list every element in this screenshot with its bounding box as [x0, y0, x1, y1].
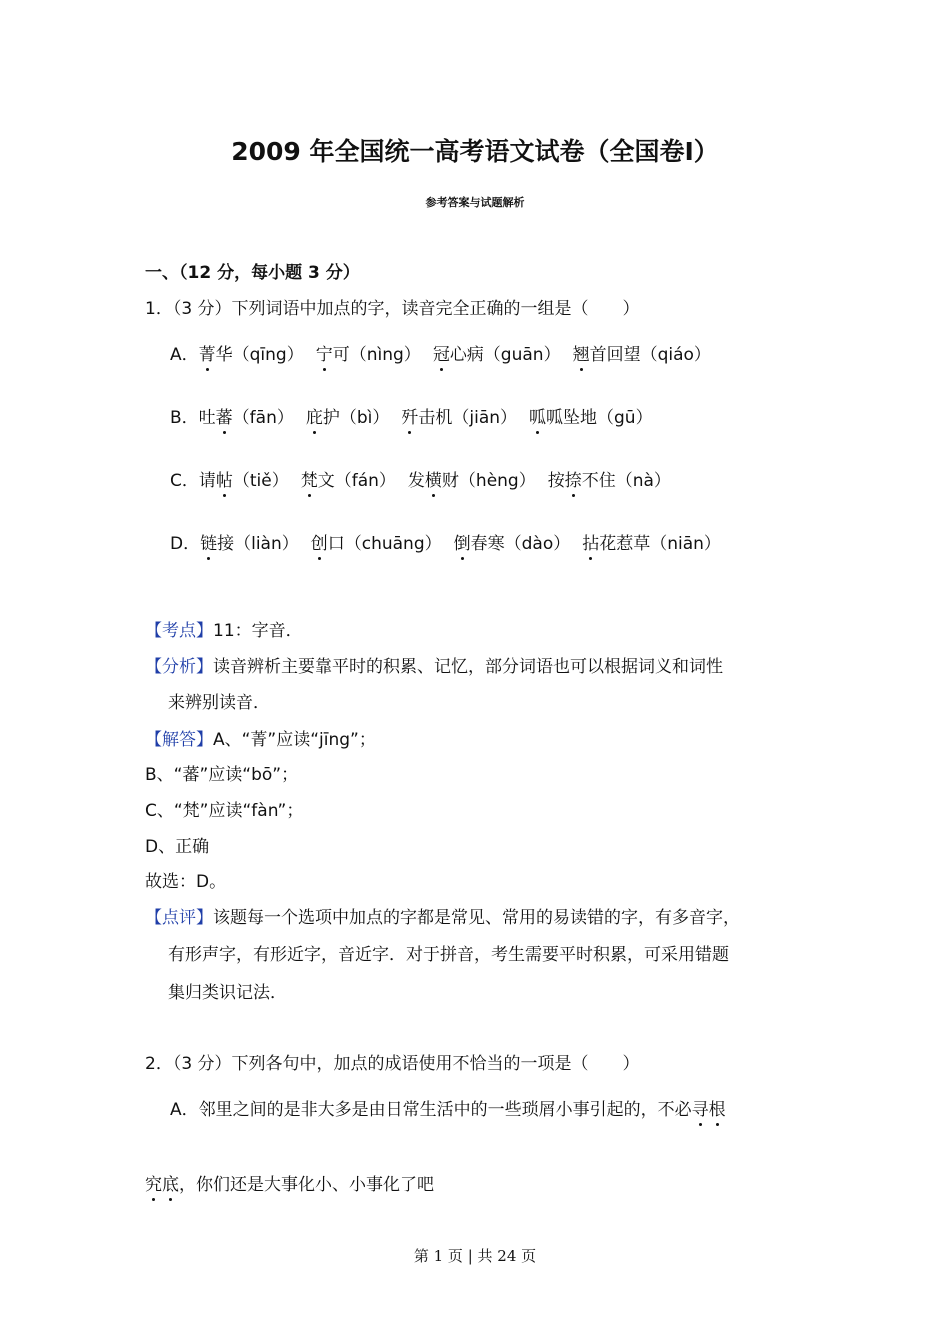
dotted-character: 菁	[199, 340, 216, 365]
question-1-option-row	[170, 403, 665, 428]
kaodian-tag: 【考点】	[145, 621, 213, 641]
option-word: 翘首回望（qiáo）	[573, 340, 711, 365]
section-heading: 一、（12 分，每小题 3 分）	[145, 263, 360, 283]
fenxi-tag: 【分析】	[145, 657, 213, 677]
option-word: 请帖（tiě）	[199, 466, 289, 491]
dotted-character: 宁	[316, 340, 333, 365]
guxuan: 故选：D。	[145, 872, 227, 892]
analysis-dianping	[145, 903, 740, 928]
analysis-kaodian	[145, 616, 303, 641]
option-letter: D．	[170, 534, 201, 554]
option-word: 宁可（nìng）	[316, 340, 421, 365]
dotted-character: 冠	[433, 340, 450, 365]
dotted-idiom-part-1	[692, 1100, 726, 1120]
option-word: 吐蕃（fān）	[199, 403, 294, 428]
dotted-character: 倒	[454, 529, 471, 554]
dotted-character: 呱	[529, 403, 546, 428]
dotted-character: 捺	[565, 466, 582, 491]
option-a-text-cont: ，你们还是大事化小、小事化了吧	[179, 1175, 434, 1195]
question-2-stem: 2．（3 分）下列各句中，加点的成语使用不恰当的一项是（ ）	[145, 1054, 640, 1074]
page-subtitle: 参考答案与试题解析	[425, 196, 525, 209]
kaodian-text: 11：字音．	[213, 621, 303, 641]
dotted-character: 梵	[301, 466, 318, 491]
dotted-character: 寻	[692, 1095, 709, 1120]
analysis-jieda	[145, 725, 376, 750]
option-word: 链接（liàn）	[200, 529, 299, 554]
dotted-character: 帖	[216, 466, 233, 491]
jieda-text: A、“菁”应读“jīng”；	[213, 730, 376, 750]
dianping-text-1: 该题每一个选项中加点的字都是常见、常用的易读错的字，有多音字，	[213, 908, 740, 928]
option-word: 梵文（fán）	[301, 466, 396, 491]
question-1-option-row	[170, 340, 723, 365]
dotted-idiom-part-2	[145, 1175, 179, 1195]
dianping-text-2: 有形声字，有形近字，音近字．对于拼音，考生需要平时积累，可采用错题	[168, 945, 729, 965]
question-1-option-row	[170, 529, 733, 554]
option-word: 冠心病（guān）	[433, 340, 561, 365]
dotted-character: 庇	[306, 403, 323, 428]
dianping-text-3: 集归类识记法．	[168, 983, 287, 1003]
jieda-c: C、“梵”应读“fàn”；	[145, 801, 304, 821]
dotted-character: 创	[311, 529, 328, 554]
option-word: 发横财（hèng）	[408, 466, 536, 491]
dotted-character: 横	[425, 466, 442, 491]
question-2-option-a-line2	[145, 1170, 434, 1195]
question-2-option-a-line1	[170, 1095, 726, 1120]
option-letter: B．	[170, 408, 199, 428]
option-word: 拈花惹草（niān）	[582, 529, 721, 554]
option-word: 创口（chuāng）	[311, 529, 442, 554]
dotted-character: 底	[162, 1170, 179, 1195]
jieda-tag: 【解答】	[145, 730, 213, 750]
option-letter: A．	[170, 345, 199, 365]
option-word: 呱呱坠地（gū）	[529, 403, 653, 428]
jieda-d: D、正确	[145, 837, 210, 857]
question-1-option-row	[170, 466, 683, 491]
page-footer: 第 1 页 | 共 24 页	[413, 1247, 537, 1265]
option-a-text: A．邻里之间的是非大多是由日常生活中的一些琐屑小事引起的，不必	[170, 1100, 692, 1120]
analysis-fenxi	[145, 652, 723, 677]
question-1-stem: 1．（3 分）下列词语中加点的字，读音完全正确的一组是（ ）	[145, 299, 640, 319]
dianping-tag: 【点评】	[145, 908, 213, 928]
dotted-character: 歼	[401, 403, 418, 428]
dotted-character: 链	[200, 529, 217, 554]
option-word: 按捺不住（nà）	[548, 466, 671, 491]
option-word: 歼击机（jiān）	[401, 403, 517, 428]
dotted-character: 根	[709, 1095, 726, 1120]
option-word: 菁华（qīng）	[199, 340, 304, 365]
option-word: 庇护（bì）	[306, 403, 390, 428]
option-word: 倒春寒（dào）	[454, 529, 571, 554]
fenxi-text-1: 读音辨析主要靠平时的积累、记忆，部分词语也可以根据词义和词性	[213, 657, 723, 677]
dotted-character: 蕃	[216, 403, 233, 428]
fenxi-text-2: 来辨别读音．	[168, 693, 270, 713]
dotted-character: 究	[145, 1170, 162, 1195]
page-title: 2009 年全国统一高考语文试卷（全国卷Ⅰ）	[231, 137, 719, 166]
option-letter: C．	[170, 471, 199, 491]
dotted-character: 拈	[582, 529, 599, 554]
jieda-b: B、“蕃”应读“bō”；	[145, 765, 299, 785]
dotted-character: 翘	[573, 340, 590, 365]
